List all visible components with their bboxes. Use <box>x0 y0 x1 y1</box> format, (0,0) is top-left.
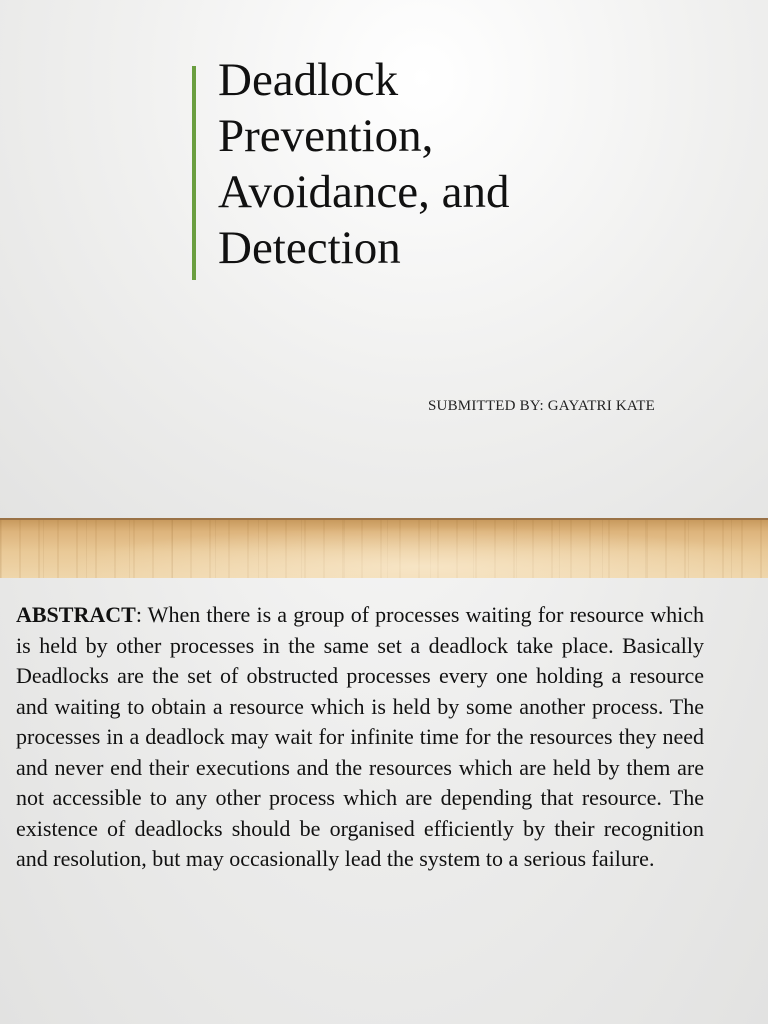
wood-floor-band <box>0 518 768 578</box>
submitted-by: SUBMITTED BY: GAYATRI KATE <box>428 398 656 414</box>
wood-highlight <box>0 520 768 578</box>
title-line: Avoidance, and <box>218 166 510 218</box>
abstract-paragraph <box>16 600 704 875</box>
title-line: Deadlock <box>218 54 399 106</box>
abstract-text: : When there is a group of processes waiting for resource which is held by other processes in the same set a deadlock take place. Basically Deadlocks are the set of obstructed processes every one holding a resource and waiting to obtain a resource which is held by some another process. The processes in a deadlock may wait for infinite time for the resources they need and never end their executions and the resources which are held by them are not accessible to any other process which are depending that resource. The existence of deadlocks should be organised efficiently by their recognition and resolution, but may occasionally lead the system to a serious failure. <box>16 602 704 871</box>
title-accent-bar <box>192 66 196 280</box>
title-line: Prevention, <box>218 110 434 162</box>
title-line: Detection <box>218 222 401 274</box>
abstract-label: ABSTRACT <box>16 602 136 627</box>
slide-title <box>218 52 738 276</box>
